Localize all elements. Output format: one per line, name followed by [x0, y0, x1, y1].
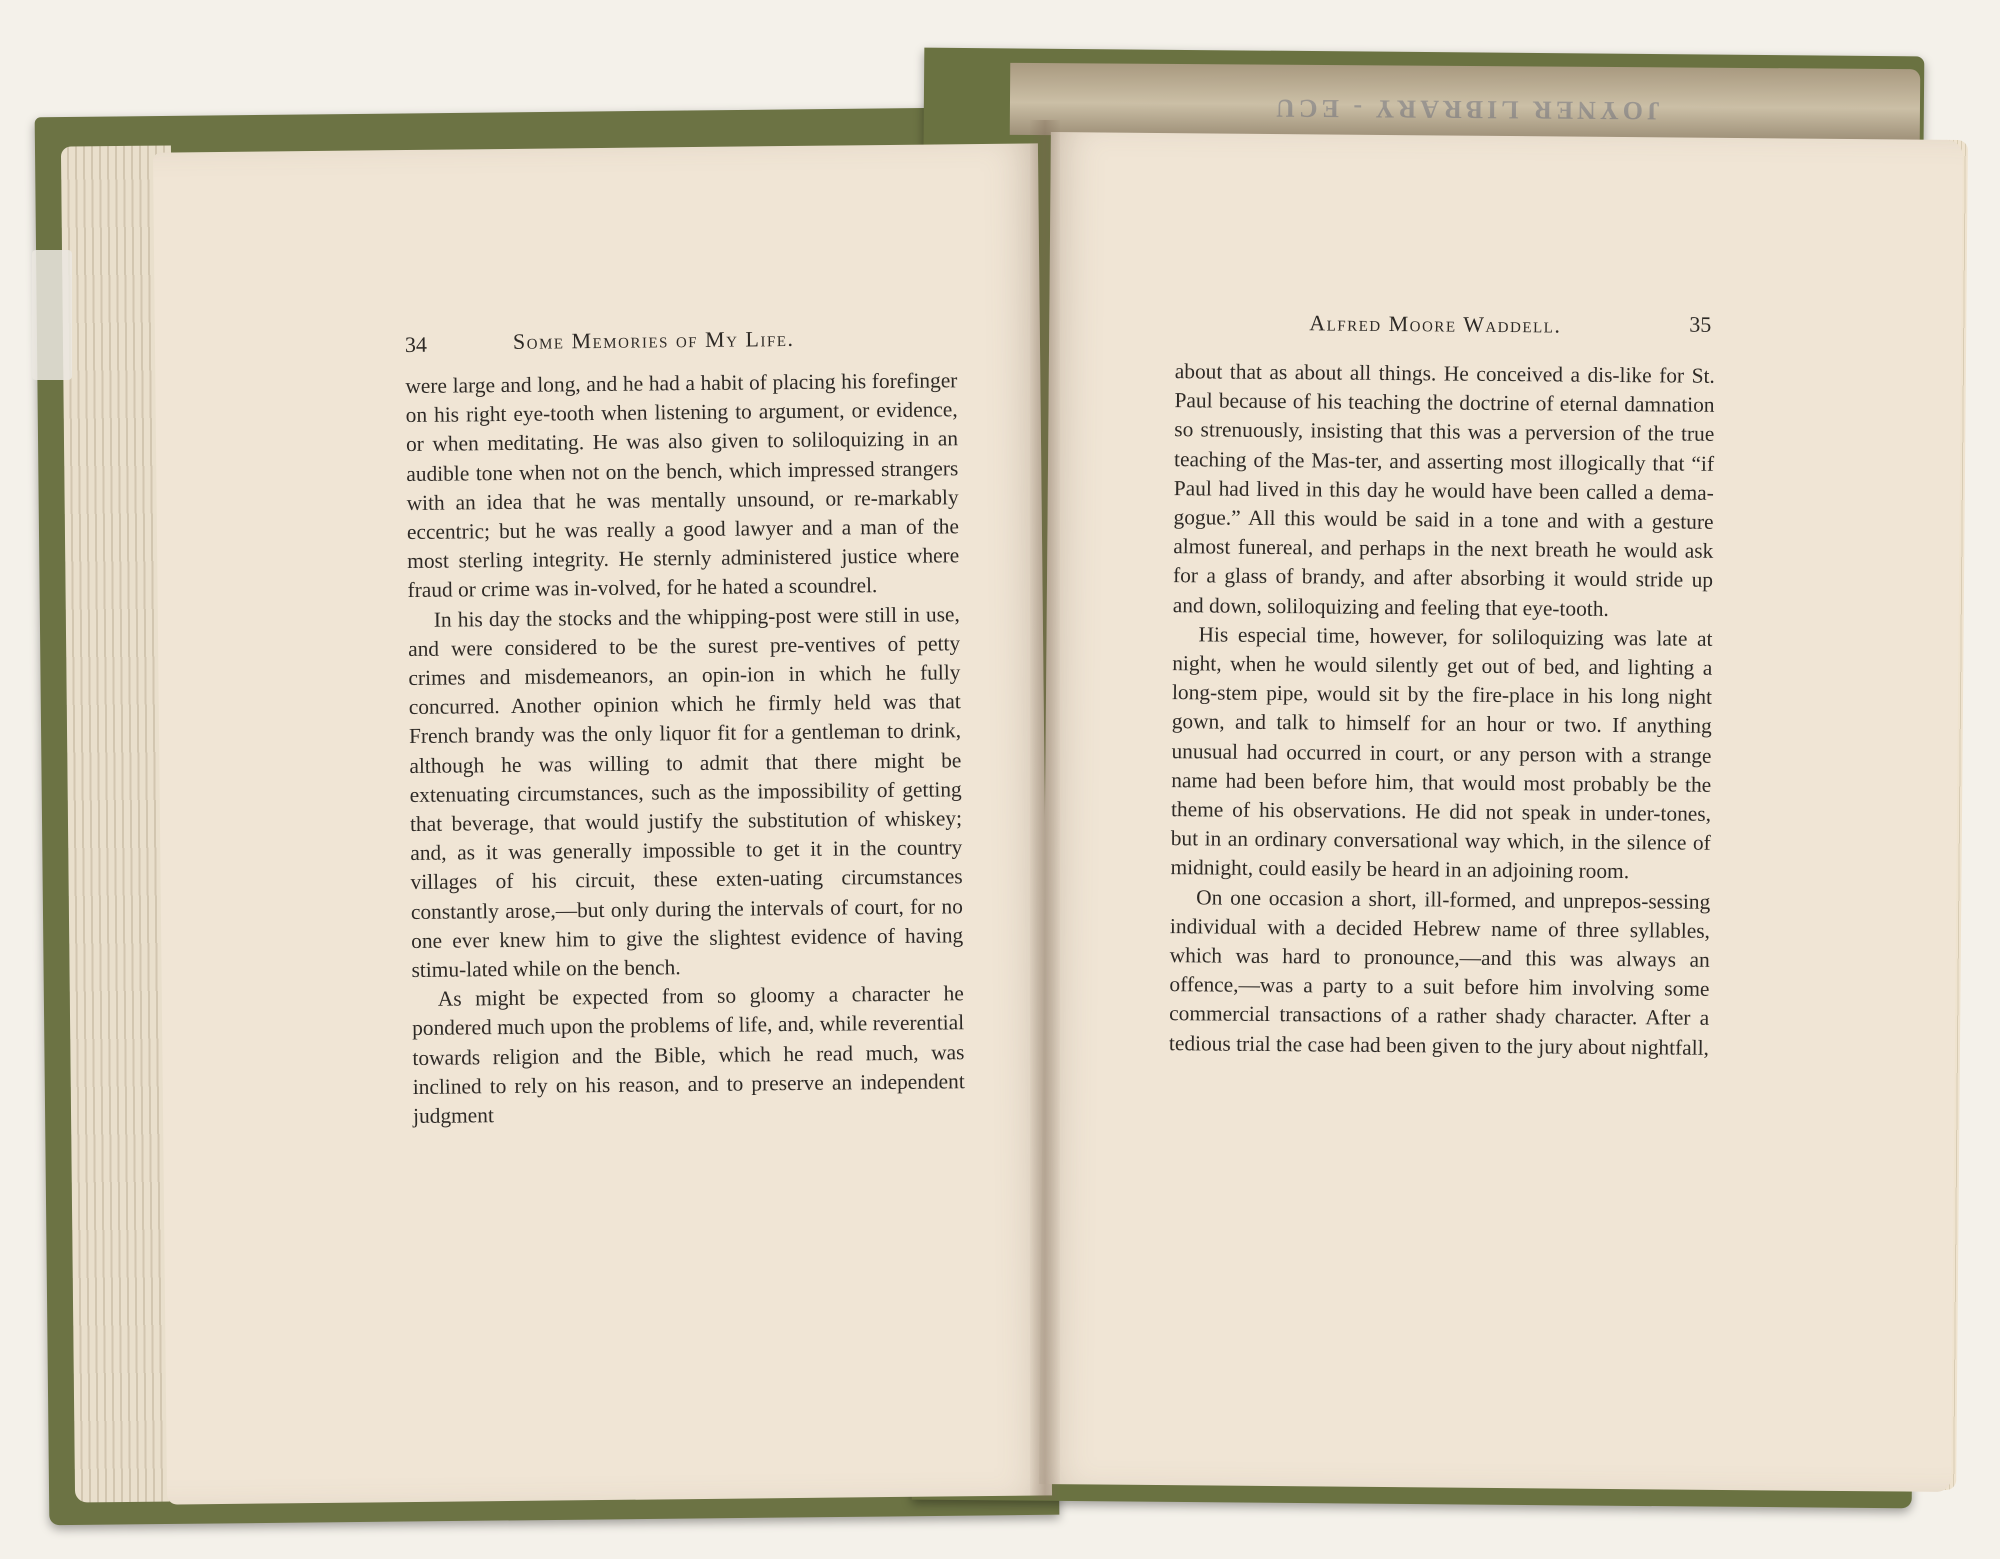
right-page — [1039, 132, 1963, 1492]
paragraph: His especial time, however, for soliloquizing was late at night, when he would silently get out of bed, and lighting a long-stem pipe, would sit by the fire-place in his long night gown, and talk to himself for an hour or two. If anything unusual had occurred in court, or any person with a strange name had been before him, that would most probably be the theme of his observations. He did not speak in under-tones, but in an ordinary conversational way which, in the silence of midnight, could easily be heard in an adjoining room. — [1170, 622, 1713, 884]
page-number: 35 — [1689, 311, 1712, 337]
paragraph: On one occasion a short, ill-formed, and unprepos-sessing individual with a decided Hebrew name of three syllables, which was hard to pronounce,—and this was always an offence,—was a party to a suit before him involving some commercial transactions of a rather shady character. After a tedious trial the case had been given to the jury about nightfall, — [1168, 885, 1711, 1060]
paragraph: As might be expected from so gloomy a character he pondered much upon the problems of life, and, while reverential towards religion and the Bible, which he read much, was inclined to rely on his reason, and to preserve an independent judgment — [412, 981, 965, 1129]
running-title: Some Memories of My Life. — [512, 325, 795, 354]
page-number: 34 — [404, 331, 428, 358]
paragraph: about that as about all things. He conceived a dis-like for St. Paul because of his teaching the doctrine of eternal damnation so strenuously, insisting that this was a perversion of the true teaching of the Mas-ter, and asserting most illogically that “if Paul had lived in this day he would have been called a dema-gogue.” All this would be said in a tone and with a gesture almost funereal, and perhaps in the next breath he would ask for a glass of brandy, and after absorbing it would stride up and down, soliloquizing and feeling that eye-tooth. — [1172, 359, 1715, 621]
book-gutter — [1030, 120, 1060, 1500]
library-stamp: JOYNER LIBRARY - ECU — [1271, 93, 1661, 126]
left-page — [153, 143, 1052, 1504]
page-body — [405, 366, 965, 1131]
paragraph: were large and long, and he had a habit of placing his forefinger on his right eye-tooth when listening to argument, or evidence, or when meditating. He was also given to soliloquizing in an audible tone when not on the bench, which impressed strangers with an idea that he was mentally unsound, or re-markably eccentric; but he was really a good lawyer and a man of the most sterling integrity. He sternly administered justice where fraud or crime was in-volved, for he hated a scoundrel. — [405, 368, 960, 603]
running-title: Alfred Moore Waddell. — [1309, 310, 1562, 338]
paragraph: In his day the stocks and the whipping-post were still in use, and were considered to be the surest pre-ventives of petty crimes and misdemeanors, an opin-ion in which he fully concurred. Another opinion which he firmly held was that French brandy was the only liquor fit for a gentleman to drink, although he was willing to admit that there might be extenuating circumstances, such as the impossibility of getting that beverage, that would justify the substitution of whiskey; and, as it was generally impossible to get it in the country villages of his circuit, these exten-uating circumstances constantly arose,—but only during the intervals of court, for no one ever knew him to give the slightest evidence of having stimu-lated while on the bench. — [408, 601, 964, 983]
page-body — [1169, 357, 1715, 1063]
repair-tape — [32, 250, 72, 380]
